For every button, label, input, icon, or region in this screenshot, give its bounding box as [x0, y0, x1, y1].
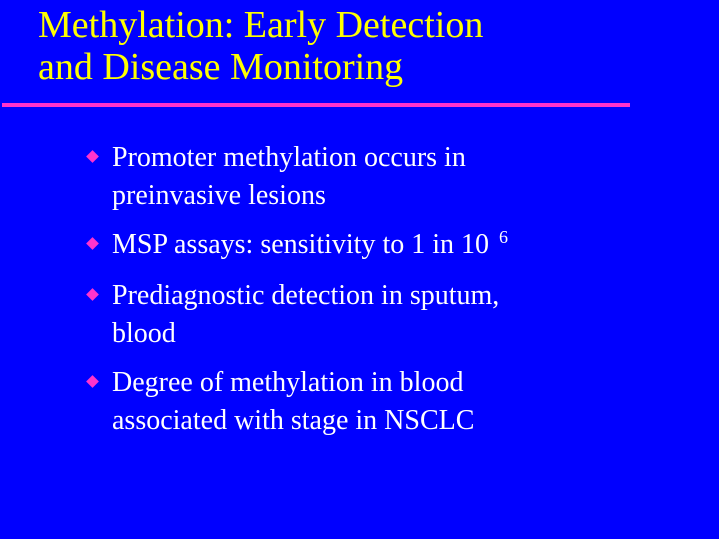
slide-title-line: and Disease Monitoring: [38, 46, 404, 88]
title-divider: [2, 103, 630, 107]
bullet-text-line: preinvasive lesions: [112, 180, 326, 211]
bullet-item: [84, 277, 508, 353]
bullet-text: MSP assays: sensitivity to 1 in 10: [112, 229, 490, 260]
slide-title: [38, 4, 483, 88]
diamond-bullet-icon: [86, 237, 99, 250]
slide-title-line: Methylation: Early Detection: [38, 4, 484, 46]
exponent-superscript: 6: [499, 227, 509, 247]
bullet-list: [84, 139, 508, 451]
bullet-item: [84, 139, 508, 215]
diamond-bullet-icon: [86, 150, 99, 163]
bullet-text-line: blood: [112, 318, 176, 349]
bullet-item: [84, 226, 508, 266]
bullet-text-line: Promoter methylation occurs in: [112, 142, 466, 173]
diamond-bullet-icon: [86, 288, 99, 301]
bullet-text-line: Prediagnostic detection in sputum,: [112, 280, 500, 311]
bullet-item: [84, 364, 508, 440]
bullet-text-line: associated with stage in NSCLC: [112, 405, 475, 436]
diamond-bullet-icon: [86, 375, 99, 388]
bullet-text-line: [112, 226, 508, 266]
bullet-text-line: Degree of methylation in blood: [112, 367, 464, 398]
